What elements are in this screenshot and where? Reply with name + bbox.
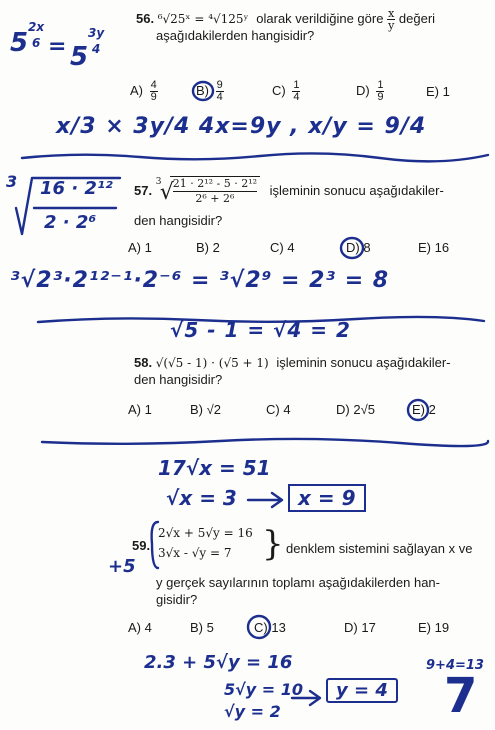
option-b[interactable]: B) √2 bbox=[190, 402, 221, 417]
question-58-line1 bbox=[134, 354, 494, 372]
option-e[interactable]: E) 1 bbox=[426, 84, 450, 99]
handwriting-q56-work: x/3 × 3y/4 4x=9y , x/y = 9/4 bbox=[56, 114, 427, 139]
root-expression: √(√5 - 1) · (√5 + 1) bbox=[155, 356, 269, 370]
answer-circle-q59 bbox=[244, 614, 276, 642]
option-b[interactable]: B) $\frac{9}{4}$ bbox=[196, 79, 223, 103]
answer-circle-q57 bbox=[338, 236, 368, 262]
question-59-system: 59. 2√x + 5√y = 16 3√x - √y = 7 } bbox=[130, 520, 270, 570]
question-text: işleminin sonucu aşağıdakiler- bbox=[276, 355, 451, 370]
option-d[interactable]: D) 2√5 bbox=[336, 402, 375, 417]
question-56-line2: aşağıdakilerden hangisidir? bbox=[156, 28, 315, 43]
option-a[interactable]: A) 1 bbox=[128, 402, 152, 417]
option-d[interactable]: D) 17 bbox=[344, 620, 376, 635]
question-number: 59. bbox=[132, 538, 151, 553]
option-c[interactable]: C) $\frac{1}{4}$ bbox=[272, 79, 300, 103]
option-e[interactable]: E) 19 bbox=[418, 620, 450, 635]
handwriting-q59-top2: √x = 3 bbox=[166, 486, 237, 510]
handwriting-q59-sum: 9+4=13 bbox=[426, 658, 484, 673]
question-59-line2: y gerçek sayılarının toplamı aşağıdakilerden han- bbox=[156, 575, 440, 590]
handwriting-q57-side: 3 16 · 2¹² 2 · 2⁶ bbox=[4, 172, 124, 242]
handwriting-q58-top: √5 - 1 = √4 = 2 bbox=[170, 318, 351, 342]
option-c[interactable]: C) 4 bbox=[270, 240, 295, 255]
option-d[interactable]: D) $\frac{1}{9}$ bbox=[356, 79, 384, 103]
answer-circle-q58 bbox=[404, 398, 434, 424]
handwriting-q56-top: 5 2x 6 = 5 3y 4 bbox=[10, 20, 105, 72]
divider-wave-3 bbox=[40, 436, 490, 450]
question-text: işleminin sonucu aşağıdakiler- bbox=[269, 182, 444, 198]
option-c[interactable]: C) 13 bbox=[254, 620, 286, 635]
option-c[interactable]: C) 4 bbox=[266, 402, 291, 417]
question-number: 56. bbox=[136, 10, 155, 26]
question-59-line1: denklem sistemini sağlayan x ve bbox=[286, 541, 473, 556]
options-q56 bbox=[130, 80, 490, 110]
handwriting-q59-side: +5 bbox=[108, 556, 136, 577]
divider-wave-1 bbox=[20, 150, 490, 164]
arrow-icon bbox=[290, 688, 324, 708]
question-number: 58. bbox=[134, 355, 153, 370]
option-a[interactable]: A) 4 bbox=[128, 620, 152, 635]
option-d[interactable]: D) 8 bbox=[346, 240, 371, 255]
option-a[interactable]: A) $\frac{4}{9}$ bbox=[130, 79, 157, 103]
question-57-line2: den hangisidir? bbox=[134, 213, 223, 228]
option-b[interactable]: B) 5 bbox=[190, 620, 214, 635]
cube-root-expression: 3 √ $\frac{\text{21 · 2¹² - 5 · 2¹²}}{\text{2⁶ + 2⁶}}$ bbox=[156, 176, 260, 207]
option-a[interactable]: A) 1 bbox=[128, 240, 152, 255]
option-e[interactable]: E) 2 bbox=[412, 402, 436, 417]
options-q58 bbox=[128, 402, 488, 422]
options-q59 bbox=[128, 620, 488, 640]
options-q57 bbox=[128, 240, 488, 260]
handwriting-q59-work1: 2.3 + 5√y = 16 bbox=[144, 652, 293, 673]
equation-2: 3√x - √y = 7 bbox=[158, 546, 232, 560]
handwriting-q59-work3: √y = 2 bbox=[224, 702, 281, 721]
arrow-icon bbox=[246, 490, 286, 510]
handwriting-q59-box2: y = 4 bbox=[326, 678, 398, 703]
question-text: değeri bbox=[398, 10, 436, 26]
answer-circle-q56 bbox=[190, 80, 220, 106]
question-57-line1 bbox=[134, 176, 494, 207]
handwriting-q59-big: 7 bbox=[444, 668, 478, 724]
question-text: olarak verildiğine göre bbox=[256, 10, 384, 26]
handwriting-q57-work: ³√2³·2¹²⁻¹·2⁻⁶ = ³√2⁹ = 2³ = 8 bbox=[10, 268, 390, 293]
option-e[interactable]: E) 16 bbox=[418, 240, 450, 255]
handwriting-q59-top1: 17√x = 51 bbox=[158, 456, 271, 480]
option-b[interactable]: B) 2 bbox=[196, 240, 220, 255]
fraction-x-over-y: $\frac{x}{y}$ bbox=[388, 7, 395, 32]
handwriting-q59-box1: x = 9 bbox=[288, 484, 366, 512]
handwriting-q59-work2: 5√y = 10 bbox=[224, 680, 304, 699]
root-expression: ⁶√25ˣ = ⁴√125ʸ bbox=[157, 11, 249, 26]
question-59-line3: gisidir? bbox=[156, 592, 198, 607]
equation-1: 2√x + 5√y = 16 bbox=[158, 526, 253, 540]
question-number: 57. bbox=[134, 182, 153, 198]
question-58-line2: den hangisidir? bbox=[134, 372, 223, 387]
